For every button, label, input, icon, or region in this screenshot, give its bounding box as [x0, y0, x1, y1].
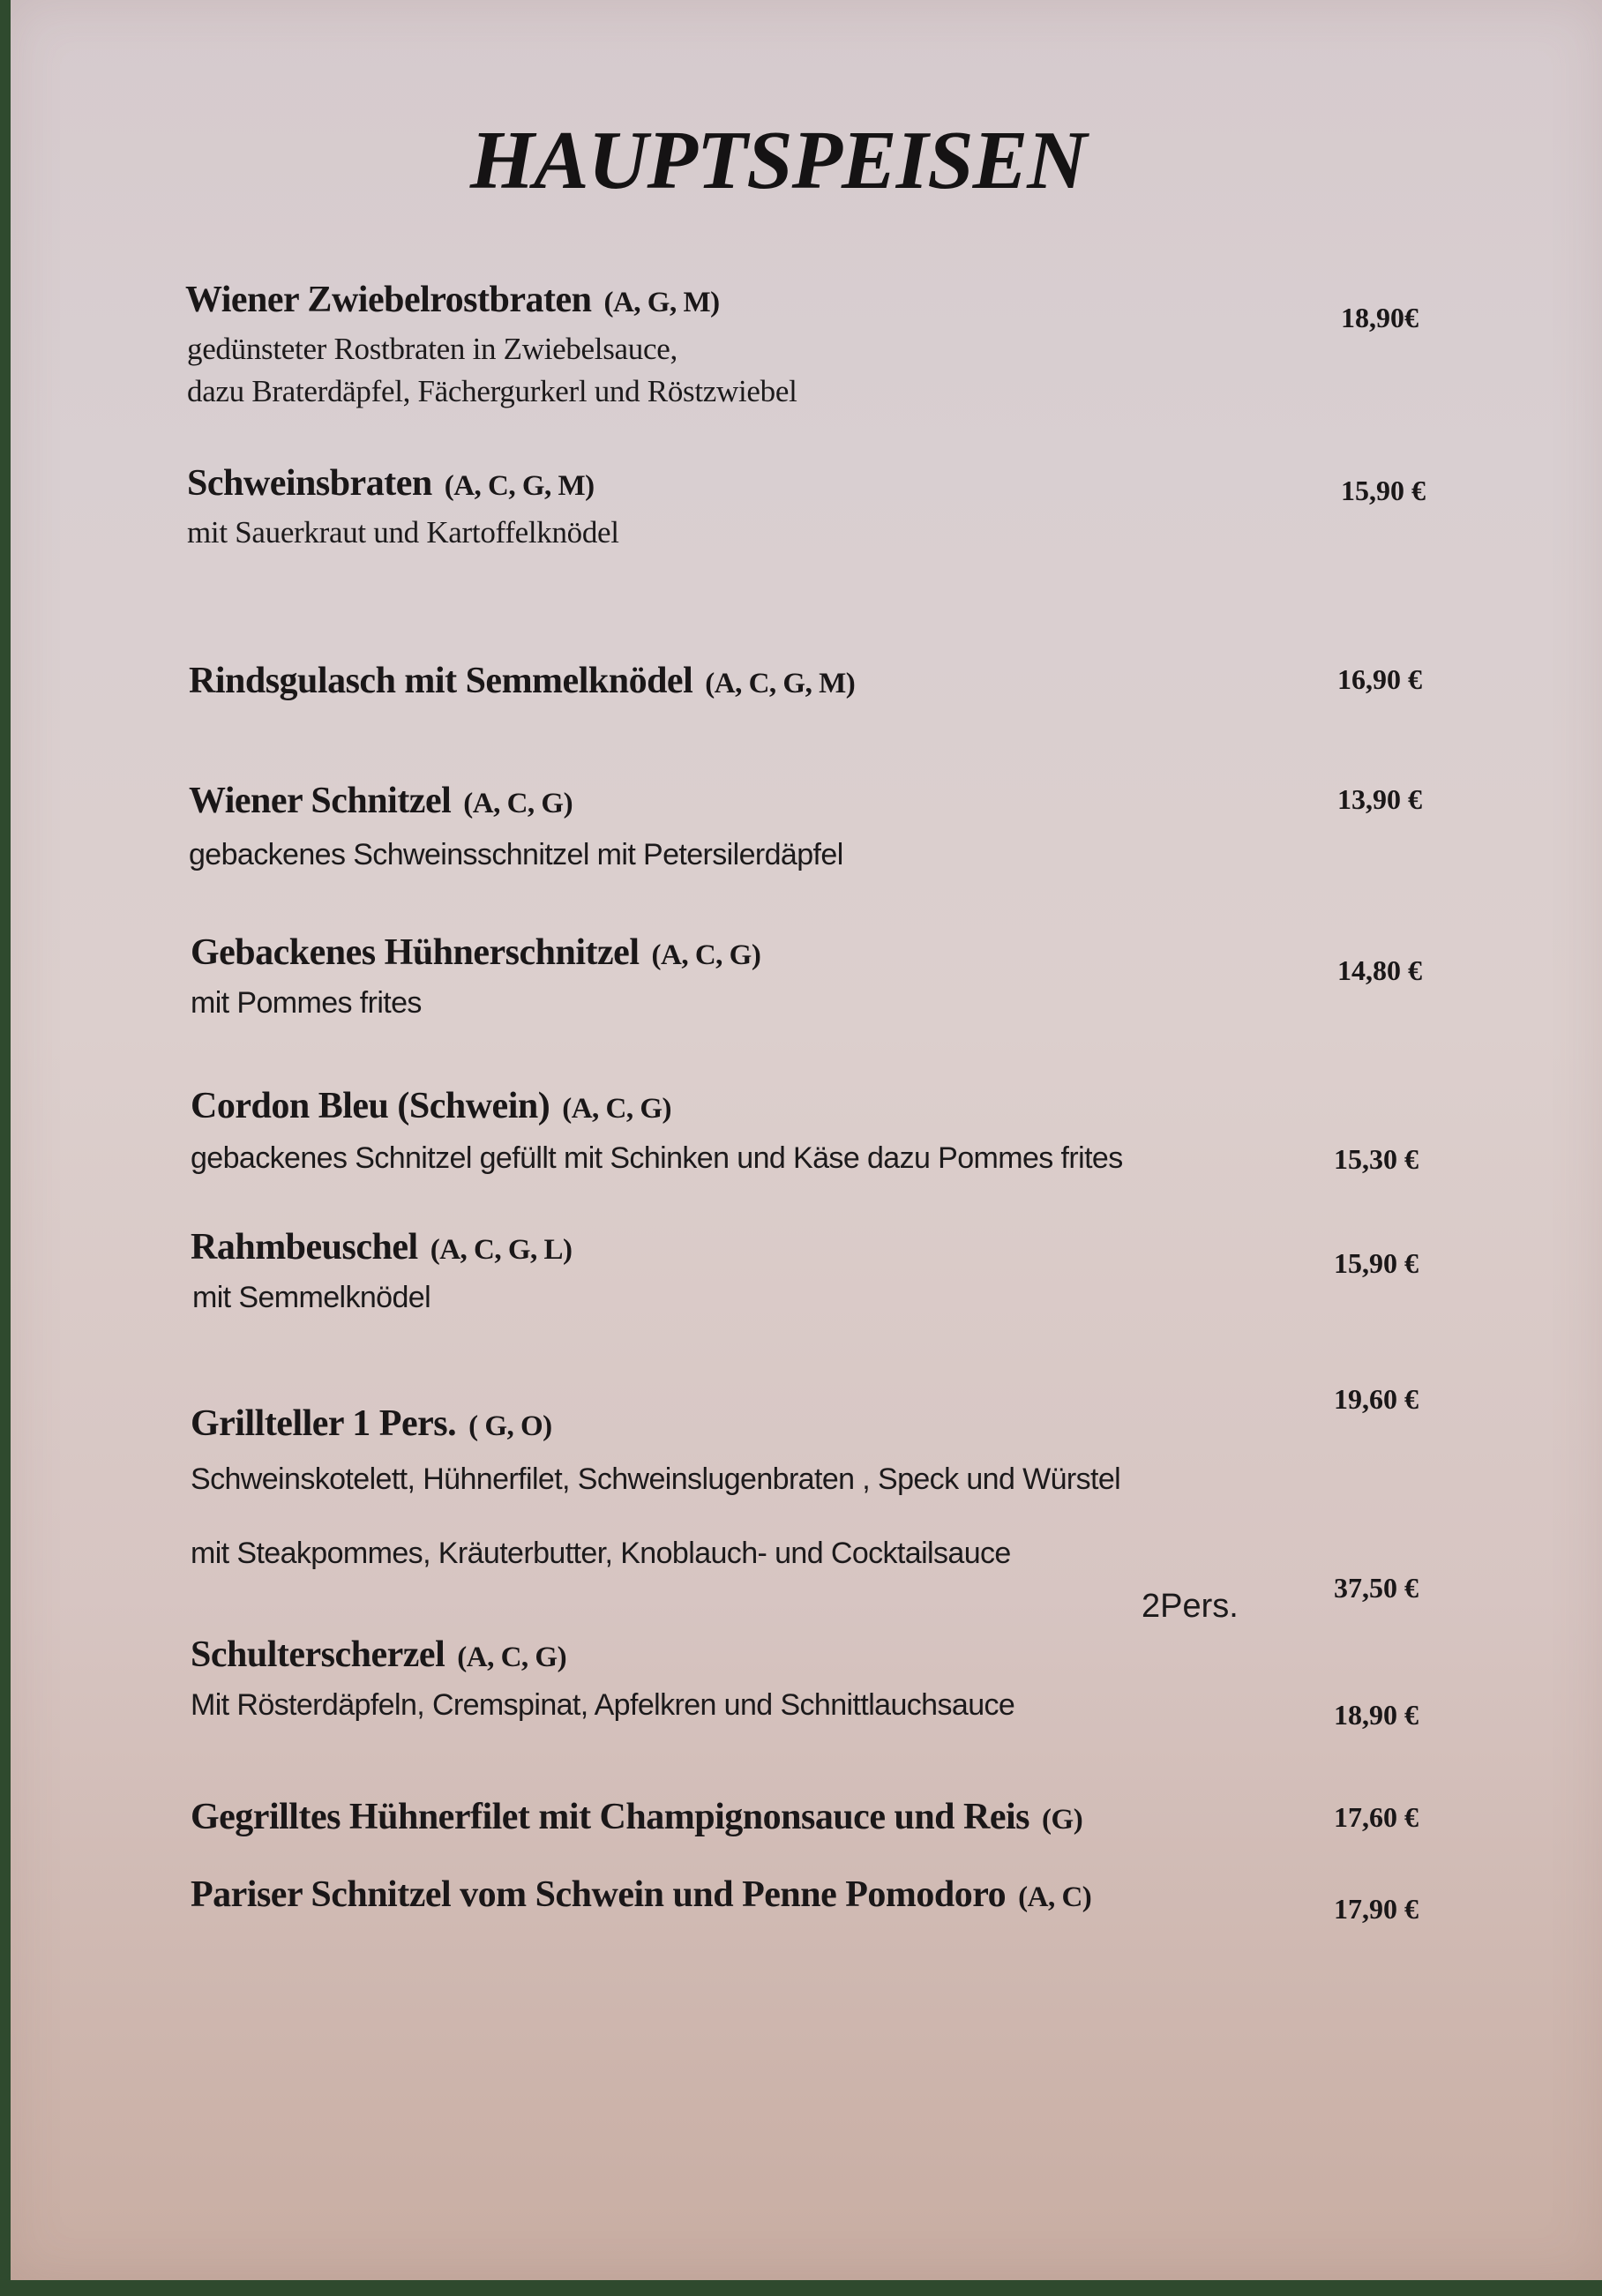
dish-description: gebackenes Schnitzel gefüllt mit Schinken und Käse dazu Pommes frites — [191, 1141, 1123, 1175]
allergen-codes: (A, C, G, M) — [444, 470, 595, 502]
dish-name: Schweinsbraten — [187, 463, 432, 504]
menu-item-name — [187, 462, 595, 505]
menu-item-name — [189, 780, 573, 822]
dish-name: Rahmbeuschel — [191, 1227, 418, 1268]
dish-name: Gegrilltes Hühnerfilet mit Champignonsauce und Reis — [191, 1797, 1030, 1837]
dish-description: gebackenes Schweinsschnitzel mit Petersilerdäpfel — [189, 838, 843, 871]
dish-description: dazu Braterdäpfel, Fächergurkerl und Röstzwiebel — [187, 374, 797, 408]
allergen-codes: (A, C) — [1018, 1881, 1092, 1913]
allergen-codes: (A, C, G) — [463, 788, 573, 819]
dish-price: 15,90 € — [1334, 1247, 1419, 1279]
allergen-codes: (A, C, G) — [651, 939, 761, 971]
menu-item-name — [191, 1226, 573, 1268]
dish-price: 19,60 € — [1334, 1383, 1419, 1415]
allergen-codes: ( G, O) — [468, 1410, 552, 1442]
allergen-codes: (A, C, G, M) — [705, 668, 856, 699]
allergen-codes: (A, C, G, L) — [430, 1234, 573, 1266]
dish-price: 16,90 € — [1337, 663, 1422, 695]
dish-name: Gebackenes Hühnerschnitzel — [191, 932, 640, 973]
dish-price-two-persons: 37,50 € — [1334, 1572, 1419, 1604]
dish-price: 14,80 € — [1337, 954, 1422, 986]
menu-item-name — [191, 931, 760, 974]
menu-item-name — [191, 1085, 671, 1127]
menu-item-name — [185, 279, 720, 321]
menu-item-name — [189, 660, 855, 702]
dish-price: 18,90 € — [1334, 1699, 1419, 1731]
dish-price: 18,90€ — [1341, 302, 1419, 333]
dish-description: mit Semmelknödel — [192, 1281, 431, 1314]
dish-price: 17,90 € — [1334, 1893, 1419, 1925]
dish-description: Mit Rösterdäpfeln, Cremspinat, Apfelkren und Schnittlauchsauce — [191, 1688, 1015, 1722]
dish-name: Schulterscherzel — [191, 1634, 445, 1675]
dish-price: 15,30 € — [1334, 1143, 1419, 1175]
menu-item-name — [191, 1402, 552, 1445]
page-title: HAUPTSPEISEN — [469, 115, 1087, 206]
dish-price: 15,90 € — [1341, 475, 1426, 506]
dish-price: 13,90 € — [1337, 783, 1422, 815]
allergen-codes: (A, C, G) — [457, 1642, 567, 1673]
dish-name: Wiener Schnitzel — [189, 781, 452, 821]
dish-description: gedünsteter Rostbraten in Zwiebelsauce, — [187, 332, 677, 366]
dish-name: Grillteller 1 Pers. — [191, 1403, 457, 1444]
dish-description: mit Pommes frites — [191, 986, 422, 1020]
menu-item-name — [191, 1796, 1082, 1838]
dish-name: Cordon Bleu (Schwein) — [191, 1086, 550, 1126]
dish-description: mit Steakpommes, Kräuterbutter, Knoblauch- und Cocktailsauce — [191, 1537, 1011, 1570]
menu-item-name — [191, 1634, 566, 1676]
allergen-codes: (A, C, G) — [562, 1093, 672, 1125]
dish-name: Pariser Schnitzel vom Schwein und Penne Pomodoro — [191, 1874, 1007, 1915]
dish-description: mit Sauerkraut und Kartoffelknödel — [187, 515, 619, 550]
portion-note: 2Pers. — [1142, 1588, 1239, 1625]
allergen-codes: (A, G, M) — [603, 287, 720, 318]
dish-name: Wiener Zwiebelrostbraten — [185, 280, 592, 320]
dish-description: Schweinskotelett, Hühnerfilet, Schweinslugenbraten , Speck und Würstel — [191, 1462, 1121, 1496]
dish-name: Rindsgulasch mit Semmelknödel — [189, 661, 693, 701]
menu-item-name — [191, 1873, 1091, 1916]
dish-price: 17,60 € — [1334, 1801, 1419, 1833]
menu-page — [11, 0, 1602, 2280]
allergen-codes: (G) — [1042, 1804, 1083, 1836]
